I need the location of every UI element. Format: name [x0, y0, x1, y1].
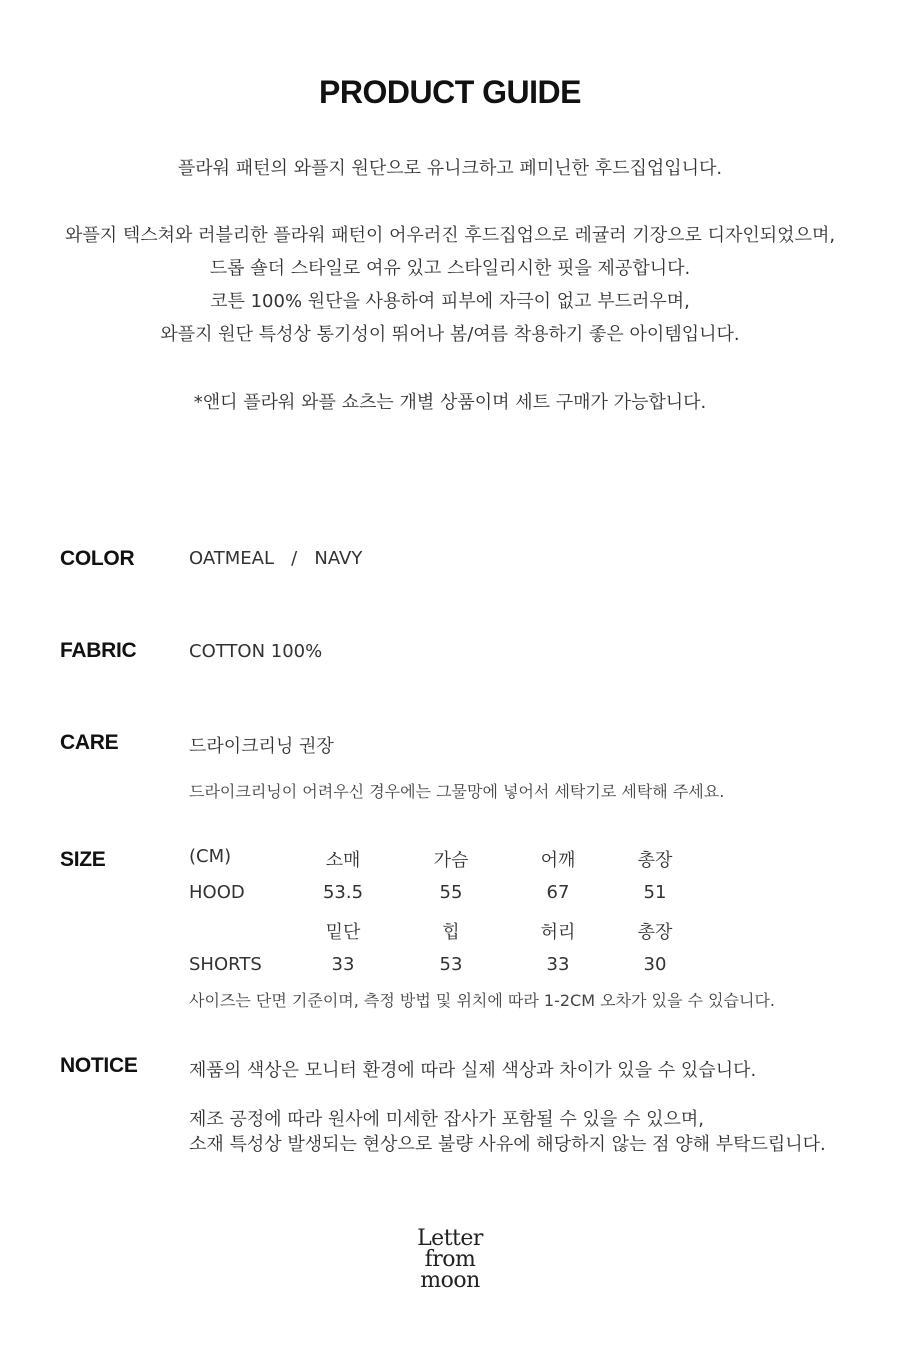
- care-value: 드라이크리닝 권장: [189, 736, 334, 757]
- fabric-value: COTTON 100%: [189, 641, 323, 662]
- size-cell: 33: [546, 954, 570, 975]
- size-cell: HOOD: [189, 882, 245, 903]
- intro-tagline-text: 플라워 패턴의 와플지 원단으로 유니크하고 페미닌한 후드집업입니다.: [177, 158, 723, 179]
- notice-line: 제조 공정에 따라 원사에 미세한 잡사가 포함될 수 있을 수 있으며,: [189, 1109, 705, 1130]
- size-cell: 51: [643, 882, 667, 903]
- intro-set-note: [0, 386, 900, 419]
- size-header-row-shorts: [189, 918, 709, 954]
- care-note: 드라이크리닝이 어려우신 경우에는 그물망에 넣어서 세탁기로 세탁해 주세요.: [189, 782, 725, 801]
- size-cell: 67: [546, 882, 570, 903]
- size-row-shorts: [189, 954, 709, 990]
- size-row-hood: [189, 882, 709, 918]
- logo-line: Letter: [417, 1226, 483, 1251]
- brand-logo: [0, 1228, 900, 1291]
- size-cell: 밑단: [325, 922, 361, 943]
- size-cell: SHORTS: [189, 954, 262, 975]
- logo-line: from: [424, 1247, 476, 1272]
- size-header-row-hood: [189, 846, 709, 882]
- intro-line: 와플지 텍스쳐와 러블리한 플라워 패턴이 어우러진 후드집업으로 레귤러 기장으로 디자인되었으며,: [64, 225, 836, 246]
- size-note: 사이즈는 단면 기준이며, 측정 방법 및 위치에 따라 1-2CM 오차가 있을 수 있습니다.: [189, 991, 775, 1010]
- size-cell: 총장: [637, 850, 673, 871]
- care-label: CARE: [60, 731, 119, 754]
- notice-line: 제품의 색상은 모니터 환경에 따라 실제 색상과 차이가 있을 수 있습니다.: [189, 1060, 757, 1081]
- page-title: PRODUCT GUIDE: [319, 74, 581, 110]
- logo-line: moon: [420, 1268, 480, 1293]
- intro-line: 코튼 100% 원단을 사용하여 피부에 자극이 없고 부드러우며,: [210, 291, 690, 312]
- size-cell: 힙: [442, 922, 460, 943]
- size-cell: 소매: [325, 850, 361, 871]
- size-cell: 55: [439, 882, 463, 903]
- size-label: SIZE: [60, 848, 106, 871]
- size-cell: (CM): [189, 846, 232, 867]
- color-value: OATMEAL / NAVY: [189, 548, 363, 569]
- notice-label: NOTICE: [60, 1054, 138, 1077]
- intro-set-note-text: *앤디 플라워 와플 쇼츠는 개별 상품이며 세트 구매가 가능합니다.: [193, 392, 707, 413]
- size-cell: 가슴: [433, 850, 469, 871]
- color-label: COLOR: [60, 547, 135, 570]
- intro-line: 와플지 원단 특성상 통기성이 뛰어나 봄/여름 착용하기 좋은 아이템입니다.: [160, 324, 740, 345]
- size-cell: 30: [643, 954, 667, 975]
- intro-tagline: [0, 152, 900, 185]
- notice-line: 소재 특성상 발생되는 현상으로 불량 사유에 해당하지 않는 점 양해 부탁드립니다.: [189, 1134, 826, 1155]
- intro-description: [0, 219, 900, 351]
- intro-line: 드롭 숄더 스타일로 여유 있고 스타일리시한 핏을 제공합니다.: [209, 258, 691, 279]
- size-cell: 총장: [637, 922, 673, 943]
- size-cell: 33: [331, 954, 355, 975]
- size-cell: 어깨: [540, 850, 576, 871]
- size-table: [189, 846, 709, 990]
- size-cell: 허리: [540, 922, 576, 943]
- fabric-label: FABRIC: [60, 639, 137, 662]
- size-cell: 53: [439, 954, 463, 975]
- size-cell: 53.5: [322, 882, 364, 903]
